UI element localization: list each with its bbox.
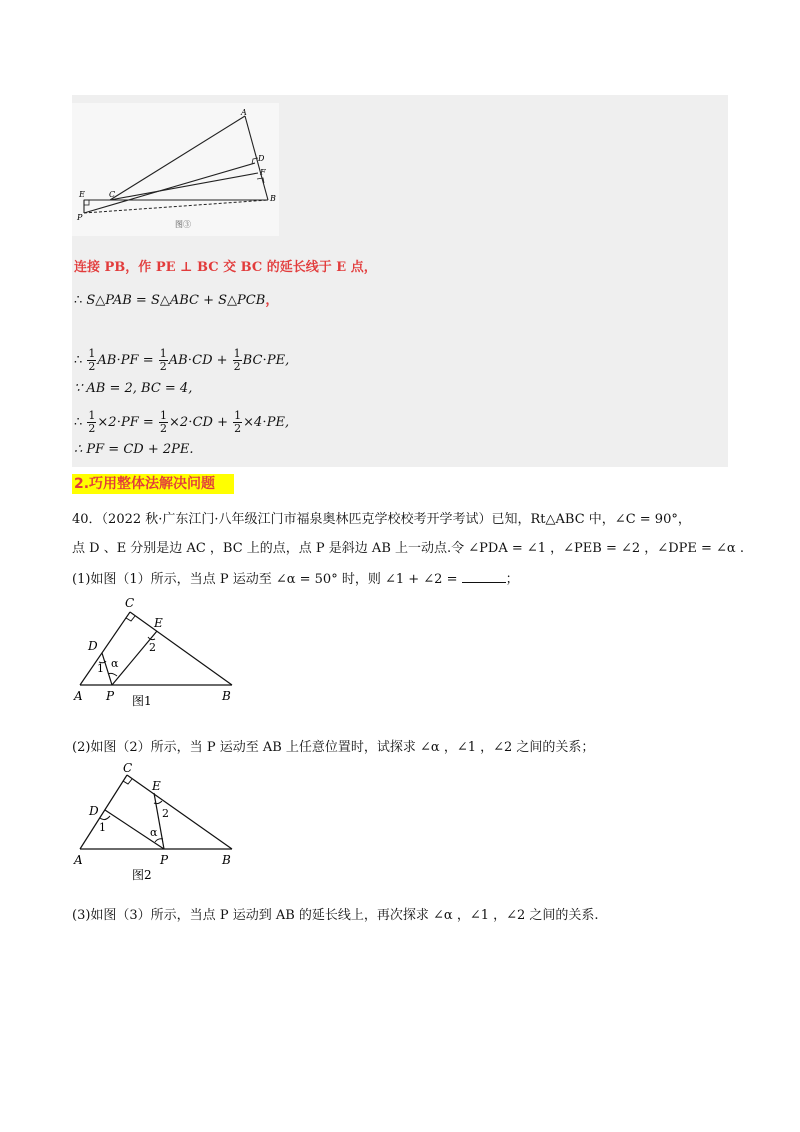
fig1-label-e: E bbox=[154, 616, 163, 630]
figure-3-diagram bbox=[72, 103, 279, 236]
solution-line-6: ∴ PF = CD + 2PE. bbox=[74, 442, 194, 457]
fig1-alpha: α bbox=[111, 657, 119, 670]
fig1-angle-1: 1 bbox=[97, 662, 104, 675]
solution-line-5: ∴ $\frac{1}{2}$ ×2⋅PF = $\frac{1}{2}$ ×2⋅CD + $\frac{1}{2}$ ×4⋅PE, bbox=[74, 409, 290, 435]
fig2-label-a: A bbox=[74, 853, 83, 867]
half-fraction: $\frac{1}{2}$ bbox=[88, 409, 96, 435]
fig3-caption: 图③ bbox=[175, 220, 191, 229]
fig1-label-d: D bbox=[88, 639, 98, 653]
fig3-label-f: F bbox=[260, 168, 266, 177]
fig2-alpha: α bbox=[150, 826, 158, 839]
figure-1-svg bbox=[72, 590, 247, 710]
question-part-3: (3)如图（3）所示，当点 P 运动到 AB 的延长线上，再次探求 ∠α ，∠1 ，∠2 之间的关系. bbox=[72, 908, 599, 923]
fig2-label-c: C bbox=[123, 761, 133, 775]
fig3-label-p: P bbox=[77, 213, 83, 222]
half-fraction: $\frac{1}{2}$ bbox=[88, 347, 96, 373]
half-fraction: $\frac{1}{2}$ bbox=[159, 409, 167, 435]
fig1-label-p: P bbox=[106, 689, 115, 703]
fig2-caption: 图2 bbox=[132, 868, 152, 882]
fig2-label-e: E bbox=[152, 779, 161, 793]
fig1-caption: 图1 bbox=[132, 694, 152, 708]
section-title: 2.巧用整体法解决问题 bbox=[72, 474, 234, 494]
figure-2-diagram bbox=[72, 760, 247, 882]
fig1-label-a: A bbox=[74, 689, 83, 703]
fig3-label-d: D bbox=[258, 154, 265, 163]
fig2-label-b: B bbox=[222, 853, 231, 867]
fig1-angle-2: 2 bbox=[149, 641, 156, 654]
figure-3-svg bbox=[72, 103, 279, 236]
fig3-label-b: B bbox=[270, 194, 276, 203]
half-fraction: $\frac{1}{2}$ bbox=[234, 409, 242, 435]
fig3-label-e: E bbox=[79, 190, 85, 199]
fig1-label-b: B bbox=[222, 689, 231, 703]
figure-1-diagram bbox=[72, 590, 247, 710]
fig3-label-c: C bbox=[109, 190, 116, 199]
question-part-2: (2)如图（2）所示，当 P 运动至 AB 上任意位置时，试探求 ∠α ，∠1 ，∠2 之间的关系； bbox=[72, 740, 595, 755]
therefore-symbol: ∴ bbox=[74, 353, 87, 368]
fig2-label-p: P bbox=[160, 853, 169, 867]
comma: ， bbox=[265, 293, 279, 308]
therefore-symbol: ∴ bbox=[74, 415, 87, 430]
solution-line-4: ∵ AB = 2, BC = 4, bbox=[74, 381, 193, 396]
fig2-angle-1: 1 bbox=[99, 821, 106, 834]
solution-line-1: 连接 PB，作 PE ⊥ BC 交 BC 的延长线于 E 点， bbox=[74, 260, 377, 275]
solution-line-2 bbox=[74, 289, 278, 308]
half-fraction: $\frac{1}{2}$ bbox=[233, 347, 241, 373]
figure-2-svg bbox=[72, 760, 247, 882]
half-fraction: $\frac{1}{2}$ bbox=[159, 347, 167, 373]
fig3-label-a: A bbox=[241, 108, 247, 117]
question-line-2: 点 D 、E 分别是边 AC ，BC 上的点，点 P 是斜边 AB 上一动点.令 ∠PDA = ∠1 ，∠PEB = ∠2 ，∠DPE = ∠α . bbox=[72, 541, 744, 556]
question-part-1: (1)如图（1）所示，当点 P 运动至 ∠α = 50° 时，则 ∠1 + ∠2 = ； bbox=[72, 572, 519, 587]
answer-blank[interactable] bbox=[462, 570, 506, 583]
fig2-label-d: D bbox=[89, 804, 99, 818]
area-equation: S△PAB = S△ABC + S△PCB bbox=[86, 293, 266, 308]
question-line-1: 40．（2022 秋·广东江门·八年级江门市福泉奥林匹克学校校考开学考试）已知，Rt△ABC 中，∠C = 90°， bbox=[72, 512, 691, 527]
fig2-angle-2: 2 bbox=[162, 807, 169, 820]
fig1-label-c: C bbox=[125, 596, 135, 610]
solution-line-3: ∴ $\frac{1}{2}$ AB⋅PF = $\frac{1}{2}$ AB⋅CD + $\frac{1}{2}$ BC⋅PE, bbox=[74, 347, 290, 373]
therefore-symbol: ∴ bbox=[74, 293, 87, 308]
